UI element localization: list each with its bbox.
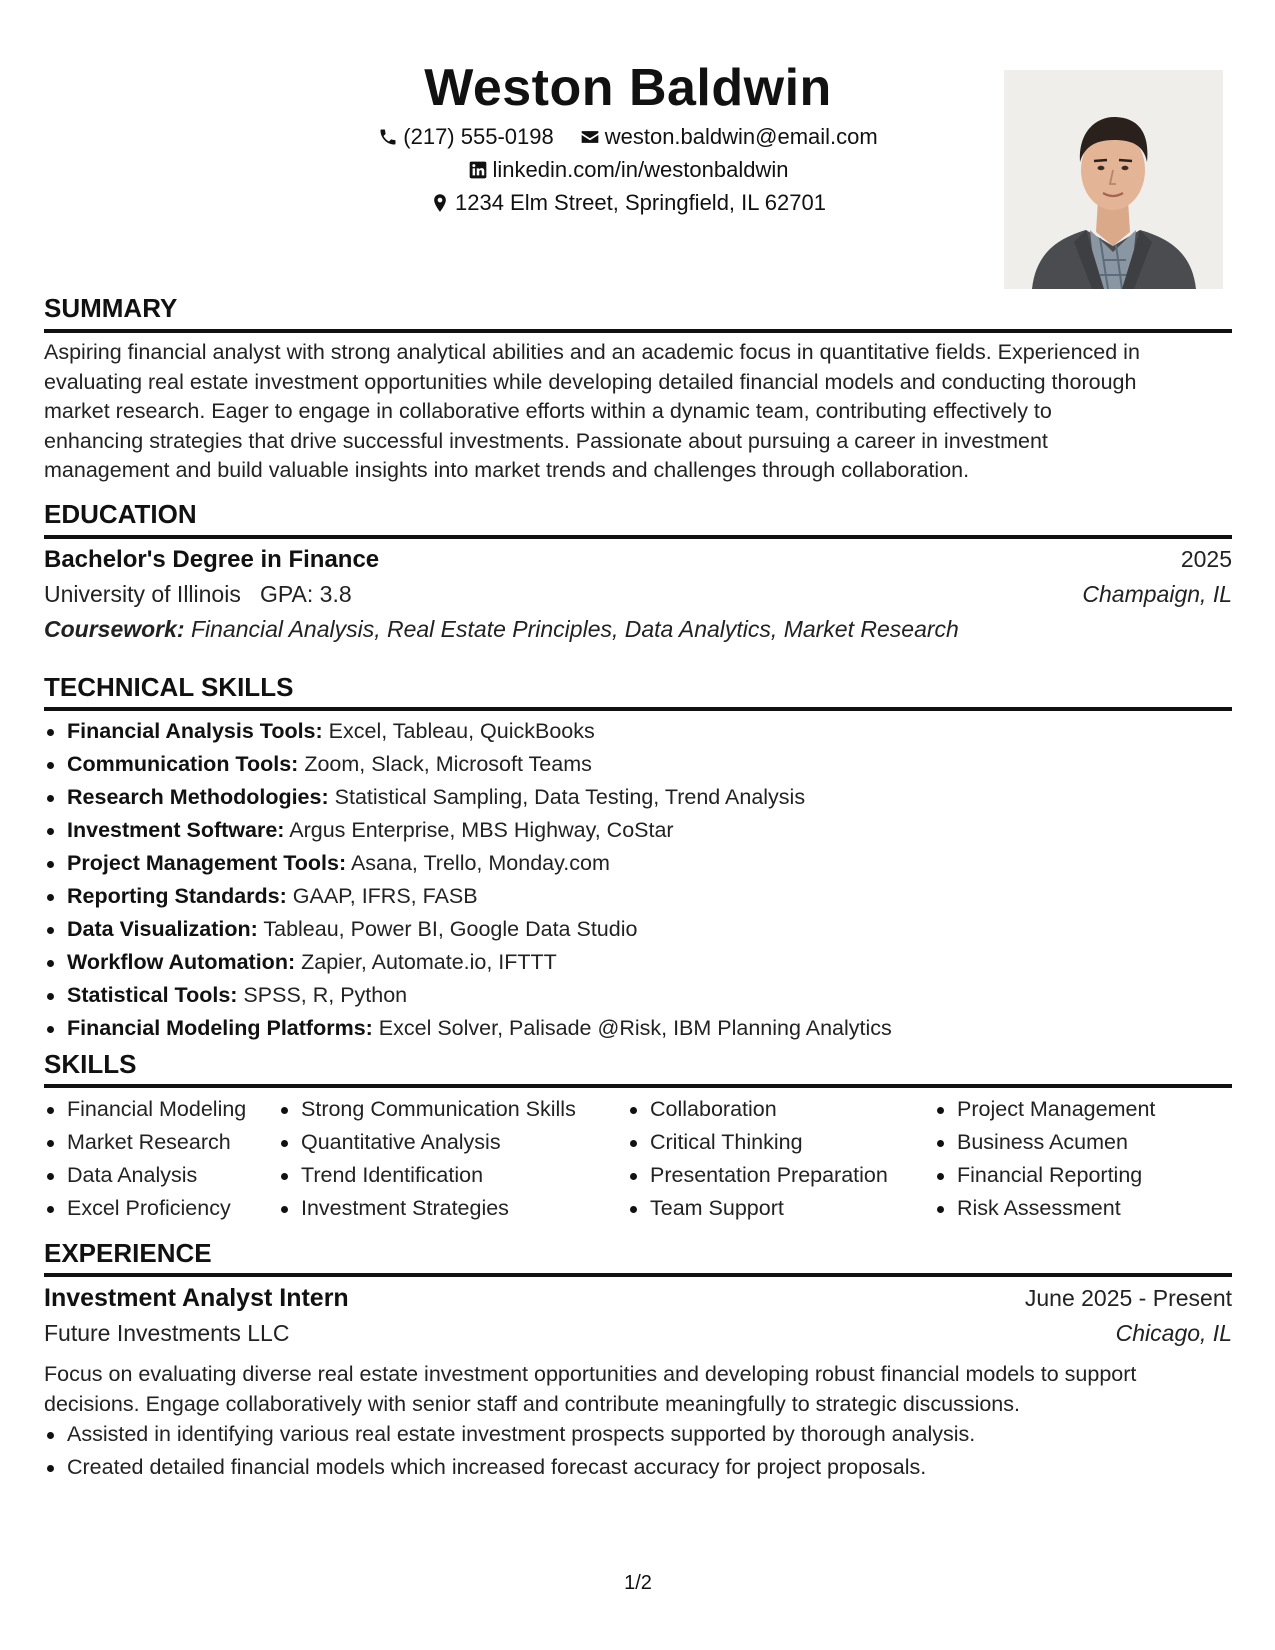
list-item: Critical Thinking	[627, 1126, 934, 1159]
list-item: Workflow Automation: Zapier, Automate.io, IFTTT	[44, 946, 1232, 979]
list-item: Quantitative Analysis	[278, 1126, 627, 1159]
list-item: Project Management Tools: Asana, Trello, Monday.com	[44, 847, 1232, 880]
phone-number: (217) 555-0198	[403, 124, 554, 149]
job-location: Chicago, IL	[1115, 1320, 1232, 1346]
education-heading: EDUCATION	[44, 499, 197, 529]
phone-icon	[378, 127, 398, 147]
job-title: Investment Analyst Intern	[44, 1284, 349, 1312]
list-item: Investment Strategies	[278, 1192, 627, 1225]
coursework-list: Financial Analysis, Real Estate Principles, Data Analytics, Market Research	[190, 616, 959, 642]
education-divider	[44, 535, 1232, 539]
resume-page	[44, 0, 1232, 1650]
list-item: Presentation Preparation	[627, 1159, 934, 1192]
list-item: Business Acumen	[934, 1126, 1232, 1159]
linkedin-url: linkedin.com/in/westonbaldwin	[492, 157, 789, 182]
skills-grid	[44, 1093, 1232, 1225]
list-item: Financial Reporting	[934, 1159, 1232, 1192]
list-item: Research Methodologies: Statistical Sampling, Data Testing, Trend Analysis	[44, 781, 1232, 814]
list-item: Data Visualization: Tableau, Power BI, Google Data Studio	[44, 913, 1232, 946]
street-address: 1234 Elm Street, Springfield, IL 62701	[455, 190, 826, 215]
map-pin-icon	[430, 193, 450, 213]
skills-column-1	[44, 1093, 278, 1225]
skills-divider	[44, 1084, 1232, 1088]
summary-line: enhancing strategies that drive successful investments. Passionate about pursuing a career in investment	[44, 428, 1048, 453]
job-title-row	[44, 1284, 1232, 1313]
school-location: Champaign, IL	[1082, 581, 1232, 607]
school-info	[44, 581, 352, 608]
list-item: Data Analysis	[44, 1159, 278, 1192]
email-contact[interactable]	[580, 124, 878, 150]
summary-divider	[44, 329, 1232, 333]
coursework-label: Coursework:	[44, 616, 185, 642]
address-contact	[430, 190, 826, 216]
summary-line: Aspiring financial analyst with strong analytical abilities and an academic focus in quantitative fields. Experienced in	[44, 340, 1140, 364]
page-number: 1/2	[624, 1572, 652, 1594]
linkedin-contact[interactable]	[468, 157, 789, 183]
profile-photo-illustration	[1004, 70, 1223, 289]
envelope-icon	[580, 127, 600, 147]
experience-heading: EXPERIENCE	[44, 1238, 212, 1268]
phone-contact[interactable]	[378, 124, 553, 150]
summary-line: management and build valuable insights into market trends and challenges through collaboration.	[44, 458, 970, 482]
linkedin-icon	[468, 160, 488, 180]
list-item: Project Management	[934, 1093, 1232, 1126]
company-name: Future Investments LLC	[44, 1320, 290, 1346]
degree-title: Bachelor's Degree in Finance	[44, 546, 380, 573]
candidate-name: Weston Baldwin	[424, 59, 832, 117]
graduation-year: 2025	[1180, 546, 1232, 572]
list-item: Statistical Tools: SPSS, R, Python	[44, 979, 1232, 1012]
list-item: Reporting Standards: GAAP, IFRS, FASB	[44, 880, 1232, 913]
list-item: Trend Identification	[278, 1159, 627, 1192]
list-item: Investment Software: Argus Enterprise, MBS Highway, CoStar	[44, 814, 1232, 847]
technical-skills-list	[44, 715, 1232, 1045]
skills-heading: SKILLS	[44, 1049, 137, 1079]
job-bullets	[44, 1418, 1232, 1484]
education-school-row	[44, 581, 1232, 608]
list-item: Collaboration	[627, 1093, 934, 1126]
skills-column-4	[934, 1093, 1232, 1225]
summary-text	[44, 338, 1232, 486]
company-row	[44, 1320, 1232, 1347]
job-dates: June 2025 - Present	[1024, 1285, 1232, 1311]
email-address: weston.baldwin@email.com	[604, 124, 878, 149]
resume-header	[44, 58, 1232, 288]
job-description	[44, 1360, 1232, 1419]
list-item: Financial Analysis Tools: Excel, Tableau, QuickBooks	[44, 715, 1232, 748]
technical-skills-heading: TECHNICAL SKILLS	[44, 672, 294, 702]
summary-line: market research. Eager to engage in collaborative efforts within a dynamic team, contributing effectively to	[44, 399, 1052, 423]
list-item: Financial Modeling Platforms: Excel Solver, Palisade @Risk, IBM Planning Analytics	[44, 1012, 1232, 1045]
summary-line: evaluating real estate investment opportunities while developing detailed financial models and conducting thorough	[44, 369, 1137, 394]
gpa: GPA: 3.8	[260, 581, 352, 607]
job-description-line: Focus on evaluating diverse real estate investment opportunities and developing robust financial models to support	[44, 1362, 1137, 1386]
list-item: Team Support	[627, 1192, 934, 1225]
summary-heading: SUMMARY	[44, 293, 178, 323]
list-item: Risk Assessment	[934, 1192, 1232, 1225]
list-item: Strong Communication Skills	[278, 1093, 627, 1126]
skills-column-3	[627, 1093, 934, 1225]
job-description-line: decisions. Engage collaboratively with senior staff and contribute meaningfully to strategic discussions.	[44, 1391, 1020, 1416]
list-item: Communication Tools: Zoom, Slack, Microsoft Teams	[44, 748, 1232, 781]
list-item: Market Research	[44, 1126, 278, 1159]
school-name: University of Illinois	[44, 581, 241, 607]
technical-skills-divider	[44, 707, 1232, 711]
list-item: Assisted in identifying various real estate investment prospects supported by thorough analysis.	[44, 1418, 1232, 1451]
list-item: Financial Modeling	[44, 1093, 278, 1126]
experience-divider	[44, 1273, 1232, 1277]
list-item: Created detailed financial models which increased forecast accuracy for project proposals.	[44, 1451, 1232, 1484]
coursework	[44, 616, 959, 643]
profile-photo	[1004, 70, 1223, 289]
skills-column-2	[278, 1093, 627, 1225]
list-item: Excel Proficiency	[44, 1192, 278, 1225]
education-degree-row	[44, 546, 1232, 574]
